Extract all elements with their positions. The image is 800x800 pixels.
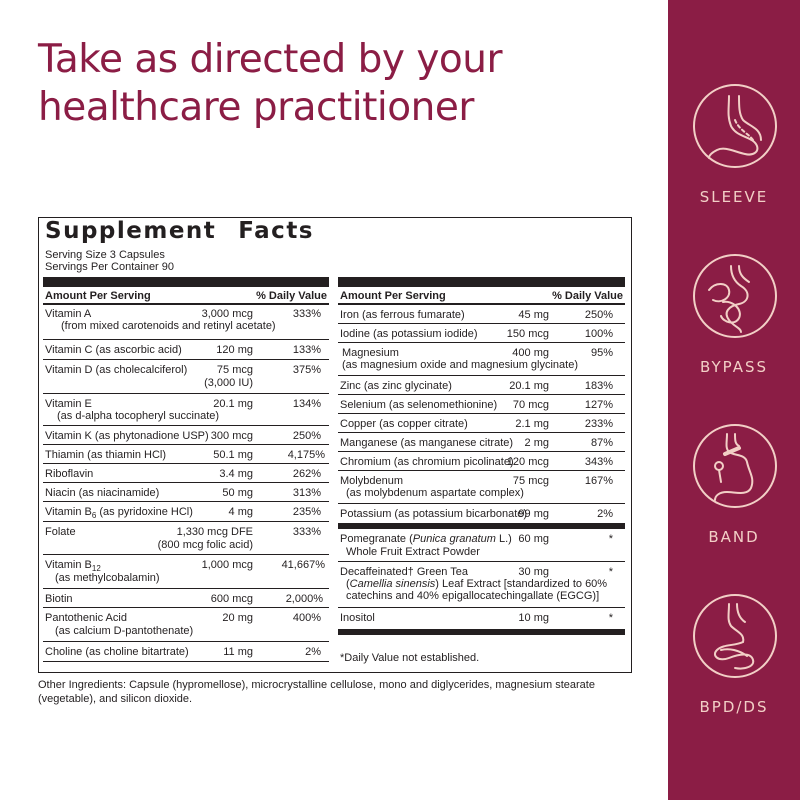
nutrient-row [338, 608, 625, 635]
nutrient-dv: 375% [292, 364, 321, 376]
nutrient-dv: 127% [584, 399, 613, 411]
nutrient-dv: 183% [584, 380, 613, 392]
nutrient-name: Zinc (as zinc glycinate) [340, 380, 452, 392]
footnote: *Daily Value not established. [340, 652, 480, 664]
facts-right-column [338, 277, 625, 664]
nutrient-name: Riboflavin [45, 468, 94, 480]
stomach-bypass-icon [693, 254, 777, 338]
nutrient-amount: 1,330 mcg DFE [176, 526, 253, 538]
nutrient-dv: 262% [292, 468, 321, 480]
header-daily-value: % Daily Value [552, 290, 623, 302]
nutrient-amount: 2.1 mg [515, 418, 549, 430]
nutrient-dv: 333% [292, 526, 321, 538]
nutrient-row [43, 483, 329, 502]
nutrient-dv: 313% [292, 487, 321, 499]
nutrient-amount: 20.1 mg [509, 380, 549, 392]
nutrient-name: Manganese (as manganese citrate) [340, 437, 514, 449]
nutrient-dv: 2,000% [285, 593, 323, 605]
nutrient-row [43, 555, 329, 589]
nutrient-row [338, 529, 625, 562]
supplement-facts-panel [38, 217, 632, 673]
nutrient-source: (from mixed carotenoids and retinyl acetate) [61, 320, 276, 332]
nutrient-name: Vitamin A [45, 308, 92, 320]
nutrient-amount: 3.4 mg [219, 468, 253, 480]
header-daily-value: % Daily Value [256, 290, 327, 302]
nutrient-dv: 233% [584, 418, 613, 430]
nutrient-row [43, 305, 329, 340]
nutrient-row [43, 426, 329, 445]
header-amount: Amount Per Serving [340, 290, 446, 302]
nutrient-name: Thiamin (as thiamin HCl) [45, 449, 167, 461]
nutrient-amount: 70 mcg [512, 399, 549, 411]
nutrient-dv: 343% [584, 456, 613, 468]
other-ingredients: Other Ingredients: Capsule (hypromellose), microcrystalline cellulose, mono and diglycerides, magnesium stearate (vegetable), and silicon dioxide. [38, 679, 595, 705]
nutrient-row [338, 305, 625, 324]
nutrient-dv: 87% [590, 437, 613, 449]
nutrient-name: Vitamin E [45, 398, 92, 410]
stomach-sleeve-icon [693, 84, 777, 168]
nutrient-dv: * [608, 566, 613, 578]
nutrient-row [338, 433, 625, 452]
nutrient-amount: 30 mg [518, 566, 549, 578]
nutrient-name: Selenium (as selenomethionine) [340, 399, 498, 411]
nutrient-name: Iron (as ferrous fumarate) [340, 309, 465, 321]
nutrient-row [43, 642, 329, 662]
nutrient-row [338, 562, 625, 608]
nutrient-amount: 1,000 mcg [201, 559, 253, 571]
nutrient-amount: 120 mcg [506, 456, 549, 468]
nutrient-name: Chromium (as chromium picolinate) [340, 456, 514, 468]
headline-line-1: Take as directed by your [38, 37, 503, 82]
nutrient-row [338, 324, 625, 343]
nutrient-source-continued: catechins and 40% epigallocatechingallate (EGCG)] [346, 590, 600, 602]
sidebar-label-sleeve: SLEEVE [699, 188, 769, 206]
column-header [338, 287, 625, 305]
nutrient-row [43, 464, 329, 483]
nutrient-dv: 167% [584, 475, 613, 487]
nutrient-dv: 250% [292, 430, 321, 442]
nutrient-row [43, 589, 329, 608]
nutrient-amount: 120 mg [216, 344, 253, 356]
nutrient-amount: 50 mg [222, 487, 253, 499]
nutrient-amount-alt: (800 mcg folic acid) [157, 539, 253, 551]
nutrient-amount: 600 mcg [210, 593, 253, 605]
nutrient-row [338, 471, 625, 504]
nutrient-row [43, 502, 329, 522]
nutrient-name: Vitamin $B_6$ (as pyridoxine HCl) [45, 506, 193, 521]
nutrient-name: Decaffeinated† Green Tea [340, 566, 469, 578]
servings-per-container: Servings Per Container 90 [45, 261, 175, 273]
headline-line-2: healthcare practitioner [38, 85, 474, 130]
nutrient-amount: 11 mg [223, 646, 253, 658]
stomach-bpd-ds-icon [693, 594, 777, 678]
headline [38, 36, 638, 132]
nutrient-amount: 4 mg [228, 506, 253, 518]
nutrient-amount: 10 mg [518, 612, 549, 624]
nutrient-row [43, 522, 329, 555]
thick-rule [43, 277, 329, 287]
nutrient-name: Vitamin K (as phytonadione USP) [45, 430, 209, 442]
nutrient-amount: 300 mcg [210, 430, 253, 442]
nutrient-row [338, 504, 625, 529]
nutrient-amount: 99 mg [518, 508, 549, 520]
sidebar-label-band: BAND [708, 528, 760, 546]
nutrient-dv: * [608, 533, 613, 545]
serving-size: Serving Size 3 Capsules [45, 249, 165, 261]
nutrient-source: (Camellia sinensis) Leaf Extract [standardized to 60% [346, 578, 608, 590]
nutrient-source: (as molybdenum aspartate complex) [346, 487, 524, 499]
sidebar-label-bpd-ds: BPD/DS [699, 698, 769, 716]
nutrient-dv: * [608, 612, 613, 624]
nutrient-amount: 20.1 mg [213, 398, 253, 410]
nutrient-name: Choline (as choline bitartrate) [45, 646, 189, 658]
nutrient-row [338, 376, 625, 395]
nutrient-amount: 75 mcg [512, 475, 549, 487]
nutrient-dv: 95% [590, 347, 613, 359]
facts-title-word-1: Supplement [45, 218, 217, 244]
nutrient-source: (as d-alpha tocopheryl succinate) [57, 410, 220, 422]
nutrient-dv: 134% [292, 398, 321, 410]
facts-title [45, 218, 314, 244]
thick-rule [338, 277, 625, 287]
nutrient-dv: 2% [305, 646, 321, 658]
nutrient-dv: 100% [584, 328, 613, 340]
nutrient-row [338, 414, 625, 433]
nutrient-name: Pantothenic Acid [45, 612, 127, 624]
sidebar-label-bypass: BYPASS [699, 358, 769, 376]
nutrient-name: Niacin (as niacinamide) [45, 487, 160, 499]
nutrient-source: (as magnesium oxide and magnesium glycinate) [342, 359, 579, 371]
nutrient-row [43, 360, 329, 394]
nutrient-name: Vitamin $B_{12}$ [45, 559, 101, 574]
nutrient-name: Copper (as copper citrate) [340, 418, 468, 430]
nutrient-name: Vitamin D (as cholecalciferol) [45, 364, 188, 376]
header-amount: Amount Per Serving [45, 290, 151, 302]
nutrient-dv: 250% [584, 309, 613, 321]
nutrient-name: Molybdenum [340, 475, 403, 487]
facts-left-column [43, 277, 329, 662]
nutrient-source: Whole Fruit Extract Powder [346, 546, 480, 558]
nutrient-dv: 235% [292, 506, 321, 518]
nutrient-row [43, 608, 329, 642]
nutrient-dv: 4,175% [287, 449, 325, 461]
nutrient-row [338, 395, 625, 414]
nutrient-name: Folate [45, 526, 76, 538]
nutrient-name: Potassium (as potassium bicarbonate) [340, 508, 528, 520]
nutrient-amount: 60 mg [518, 533, 549, 545]
nutrient-source: (as methylcobalamin) [55, 572, 160, 584]
column-header [43, 287, 329, 305]
nutrient-dv: 333% [292, 308, 321, 320]
nutrient-row [338, 452, 625, 471]
nutrient-dv: 400% [292, 612, 321, 624]
sidebar [668, 0, 800, 800]
nutrient-name: Magnesium [342, 347, 399, 359]
nutrient-name: Biotin [45, 593, 73, 605]
nutrient-amount: 45 mg [518, 309, 549, 321]
nutrient-amount: 150 mcg [506, 328, 549, 340]
nutrient-dv: 41,667% [281, 559, 325, 571]
nutrient-name: Vitamin C (as ascorbic acid) [45, 344, 182, 356]
nutrient-row [43, 445, 329, 464]
stomach-band-icon [693, 424, 777, 508]
nutrient-amount: 20 mg [222, 612, 253, 624]
nutrient-name: Iodine (as potassium iodide) [340, 328, 478, 340]
nutrient-amount: 50.1 mg [213, 449, 253, 461]
nutrient-dv: 2% [597, 508, 613, 520]
nutrient-amount: 2 mg [524, 437, 549, 449]
nutrient-row [338, 343, 625, 376]
nutrient-amount-alt: (3,000 IU) [204, 377, 253, 389]
nutrient-amount: 400 mg [512, 347, 549, 359]
facts-title-word-2: Facts [238, 218, 314, 244]
nutrient-name: Pomegranate (Punica granatum L.) [340, 533, 512, 545]
nutrient-amount: 3,000 mcg [201, 308, 253, 320]
nutrient-name: Inositol [340, 612, 375, 624]
nutrient-source: (as calcium D-pantothenate) [55, 625, 194, 637]
nutrient-row [43, 394, 329, 426]
nutrient-row [43, 340, 329, 360]
nutrient-amount: 75 mcg [216, 364, 253, 376]
nutrient-dv: 133% [292, 344, 321, 356]
